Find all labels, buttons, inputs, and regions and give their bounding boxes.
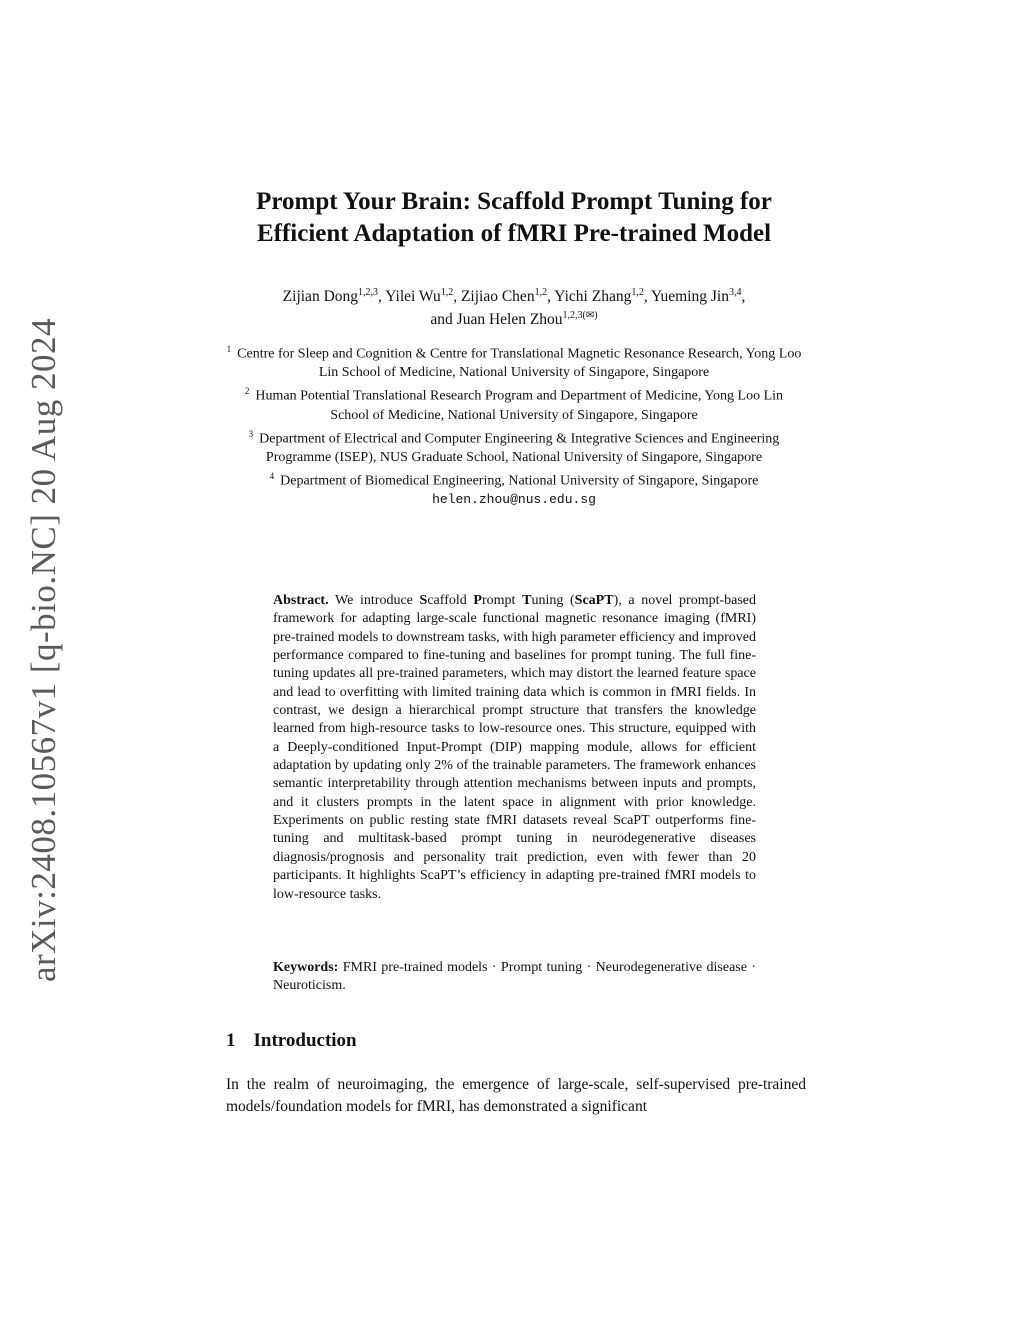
affiliation-number: 4 xyxy=(269,471,275,482)
author-affil-sup: 3,4 xyxy=(728,287,742,298)
abstract: Abstract. We introduce Scaffold Prompt Tuning (ScaPT), a novel prompt-based framework for adapting large-scale functional magnetic resonance imaging (fMRI) pre-trained models to downstream tasks, with high parameter efficiency and improved performance compared to fine-tuning and baselines for prompt tuning. The full fine-tuning updates all pre-trained parameters, which may distort the learned feature space and lead to overfitting with limited training data which is common in fMRI fields. In contrast, we design a hierarchical prompt structure that transfers the knowledge learned from high-resource tasks to low-resource ones. This structure, equipped with a Deeply-conditioned Input-Prompt (DIP) mapping module, allows for efficient adaptation by updating only 2% of the trainable parameters. The framework enhances semantic interpretability through attention mechanisms between inputs and prompts, and it clusters prompts in the latent space in alignment with prior knowledge. Experiments on public resting state fMRI datasets reveal ScaPT outperforms fine-tuning and multitask-based prompt tuning in neurodegenerative diseases diagnosis/prognosis and personality trait prediction, even with fewer than 20 participants. It highlights ScaPT’s efficiency in adapting pre-trained fMRI models to low-resource tasks. xyxy=(273,593,757,902)
affiliation-number: 1 xyxy=(226,344,232,354)
affiliation-item xyxy=(226,340,802,382)
affiliation-item xyxy=(226,467,802,491)
author-name: Zijian Dong xyxy=(282,288,359,306)
author-name: Yichi Zhang xyxy=(554,288,632,306)
arxiv-identifier: arXiv:2408.10567v1 [q-bio.NC] 20 Aug 2024 xyxy=(24,317,64,983)
title-line-2: Efficient Adaptation of fMRI Pre-trained Model xyxy=(256,220,772,247)
envelope-icon: (✉) xyxy=(582,310,598,322)
acronym-letter: P xyxy=(473,593,482,608)
acronym-letter: S xyxy=(419,593,428,608)
author-name: Juan Helen Zhou xyxy=(456,311,563,329)
author-name: Zijiao Chen xyxy=(460,288,535,306)
author-affil-sup: 1,2 xyxy=(631,287,644,298)
section-title: Introduction xyxy=(253,1030,357,1051)
paper-title xyxy=(200,186,828,250)
contact-email[interactable]: helen.zhou@nus.edu.sg xyxy=(432,492,596,508)
abstract-body: , a novel prompt-based framework for adapting large-scale functional magnetic resonance imaging (fMRI) pre-trained models to downstream tasks, with high parameter efficiency and improved performance compared to fine-tuning and baselines for prompt tuning. The full fine-tuning updates all pre-trained parameters, which may distort the learned feature space and lead to overfitting with limited training data which is common in fMRI fields. In contrast, we design a hierarchical prompt structure that transfers the knowledge learned from high-resource tasks to low-resource ones. This structure, equipped with a Deeply-conditioned Input-Prompt (DIP) mapping module, allows for efficient adaptation by updating only 2% of the trainable parameters. The framework enhances semantic interpretability through attention mechanisms between inputs and prompts, and it clusters prompts in the latent space in alignment with prior knowledge. Experiments on public resting state fMRI datasets reveal ScaPT outperforms fine-tuning and multitask-based prompt tuning in neurodegenerative diseases diagnosis/prognosis and personality trait prediction, even with fewer than 20 participants. It highlights ScaPT’s efficiency in adapting pre-trained fMRI models to low-resource tasks. xyxy=(273,593,757,902)
keywords-label: Keywords: xyxy=(273,960,339,975)
affiliation-item xyxy=(226,382,802,424)
affiliation-number: 3 xyxy=(248,428,254,439)
affiliation-text: Centre for Sleep and Cognition & Centre for Translational Magnetic Resonance Research, Yong Loo Lin School of Medicine, National University of Singapore, Singapore xyxy=(237,346,802,381)
author-list: Zijian Dong$^{1,2,3}$, Yilei Wu$^{1,2}$, Zijiao Chen$^{1,2}$, Yichi Zhang$^{1,2}$, Yueming Jin$^{3,4}$, and Juan Helen Zhou$^{1,2,3(✉)}$ xyxy=(282,287,746,329)
acronym-rest: rompt xyxy=(481,593,516,608)
acronym-rest: ffold xyxy=(439,593,467,608)
author-affil-sup: 1,2,3 xyxy=(562,310,583,322)
abstract-label: Abstract. xyxy=(273,593,329,608)
author-affil-sup: 1,2,3 xyxy=(358,287,379,298)
affiliation-text: Human Potential Translational Research Program and Department of Medicine, Yong Loo Lin School of Medicine, National University of Singapore, Singapore xyxy=(255,389,784,423)
acronym-letter: T xyxy=(522,593,532,608)
title-line-1: Prompt Your Brain: Scaffold Prompt Tuning for xyxy=(256,188,772,215)
intro-paragraph: In the realm of neuroimaging, the emergence of large-scale, self-supervised pre-trained models/foundation models for fMRI, has demonstrated a significant xyxy=(226,1076,806,1115)
section-number: 1 xyxy=(226,1030,236,1051)
author-affil-sup: 1,2 xyxy=(534,287,548,298)
acronym-rest: ca xyxy=(427,593,440,608)
keywords xyxy=(273,959,756,996)
affiliations xyxy=(226,340,802,510)
author-name: Yilei Wu xyxy=(385,288,441,306)
affiliation-text: Department of Biomedical Engineering, National University of Singapore, Singapore xyxy=(280,474,759,490)
author-name: Yueming Jin xyxy=(651,288,729,306)
affiliation-item xyxy=(226,425,802,467)
affiliation-number: 2 xyxy=(244,386,250,397)
arxiv-stamp xyxy=(24,317,64,983)
section-heading xyxy=(226,1030,357,1052)
affiliation-text: Department of Electrical and Computer Engineering & Integrative Sciences and Engineering Programme (ISEP), NUS Graduate School, National University of Singapore, Singapore xyxy=(259,431,780,465)
keywords-text: FMRI pre-trained models · Prompt tuning · Neurodegenerative disease · Neuroticism. xyxy=(273,960,756,994)
method-acronym: ScaPT xyxy=(574,593,614,608)
abstract-intro: We introduce xyxy=(335,593,413,608)
author-affil-sup: 1,2 xyxy=(440,287,454,298)
acronym-rest: uning xyxy=(531,593,564,608)
